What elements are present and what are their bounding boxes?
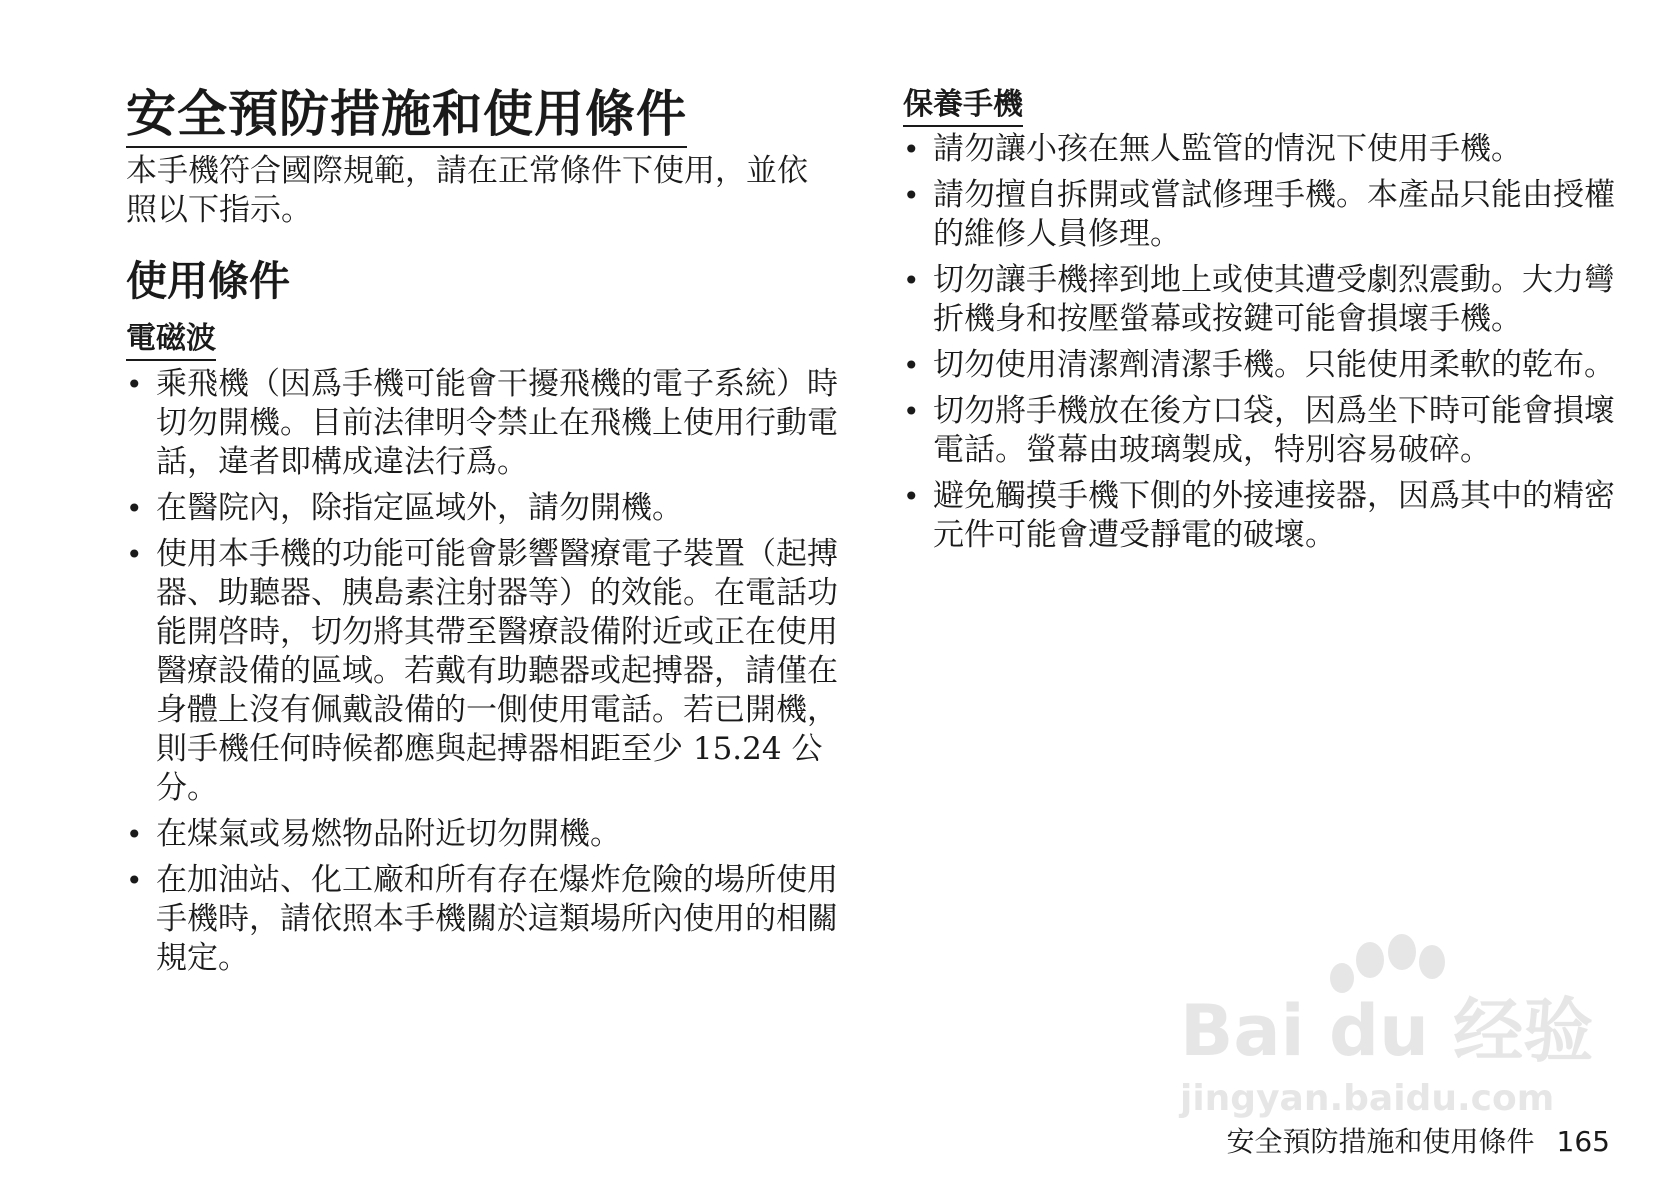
list-item [126, 815, 840, 854]
list-item-text: 在加油站、化工廠和所有存在爆炸危險的場所使用手機時，請依照本手機關於這類場所內使用的相關規定。 [156, 862, 838, 976]
watermark-brand: Bai du 经验 [1180, 990, 1594, 1072]
intro-paragraph: 本手機符合國際規範，請在正常條件下使用，並依照以下指示。 [126, 153, 808, 228]
list-item-text: 切勿讓手機摔到地上或使其遭受劇烈震動。大力彎折機身和按壓螢幕或按鍵可能會損壞手機。 [933, 262, 1615, 337]
bullet-icon: • [126, 818, 143, 851]
list-item-text: 切勿將手機放在後方口袋，因爲坐下時可能會損壞電話。螢幕由玻璃製成，特別容易破碎。 [933, 393, 1615, 468]
list-item-text: 使用本手機的功能可能會影響醫療電子裝置（起搏器、助聽器、胰島素注射器等）的效能。在電話功能開啓時，切勿將其帶至醫療設備附近或正在使用醫療設備的區域。若戴有助聽器或起搏器，請僅在身體上沒有佩戴設備的一側使用電話。若已開機，則手機任何時候都應與起搏器相距至少 15.24 公分。 [156, 536, 838, 806]
list-item-text: 請勿讓小孩在無人監管的情況下使用手機。 [933, 131, 1522, 167]
section-title: 使用條件 [126, 257, 290, 305]
list-item [903, 176, 1623, 254]
watermark-url: jingyan.baidu.com [1180, 1078, 1555, 1119]
bullet-icon: • [126, 368, 143, 401]
list-item [903, 477, 1623, 555]
baidu-watermark-logo [1170, 930, 1600, 1120]
list-item [903, 392, 1623, 470]
bullet-icon: • [126, 492, 143, 525]
bullet-icon: • [903, 133, 920, 166]
bullet-icon: • [903, 480, 920, 513]
electromagnetic-list [126, 365, 840, 985]
list-item [903, 261, 1623, 339]
paw-icon [1330, 934, 1445, 993]
phone-care-list [903, 130, 1623, 562]
list-item [903, 130, 1623, 169]
bullet-icon: • [126, 538, 143, 571]
page-number: 165 [1556, 1125, 1610, 1158]
bullet-icon: • [903, 179, 920, 212]
list-item-text: 避免觸摸手機下側的外接連接器，因爲其中的精密元件可能會遭受靜電的破壞。 [933, 478, 1615, 553]
list-item-text: 乘飛機（因爲手機可能會干擾飛機的電子系統）時切勿開機。目前法律明令禁止在飛機上使用行動電話，違者即構成違法行爲。 [156, 366, 838, 480]
bullet-icon: • [903, 349, 920, 382]
bullet-icon: • [903, 264, 920, 297]
list-item [126, 861, 840, 978]
bullet-icon: • [903, 395, 920, 428]
list-item [126, 535, 840, 808]
page-footer [1227, 1124, 1610, 1160]
electromagnetic-heading: 電磁波 [126, 320, 216, 361]
footer-title: 安全預防措施和使用條件 [1226, 1125, 1535, 1158]
list-item [126, 489, 840, 528]
list-item [903, 346, 1623, 385]
list-item-text: 在醫院內，除指定區域外，請勿開機。 [156, 490, 683, 526]
phone-care-heading: 保養手機 [903, 86, 1023, 127]
page-title: 安全預防措施和使用條件 [126, 84, 687, 148]
list-item-text: 在煤氣或易燃物品附近切勿開機。 [156, 816, 621, 852]
list-item-text: 切勿使用清潔劑清潔手機。只能使用柔軟的乾布。 [933, 347, 1615, 383]
list-item-text: 請勿擅自拆開或嘗試修理手機。本產品只能由授權的維修人員修理。 [933, 177, 1615, 252]
list-item [126, 365, 840, 482]
bullet-icon: • [126, 864, 143, 897]
